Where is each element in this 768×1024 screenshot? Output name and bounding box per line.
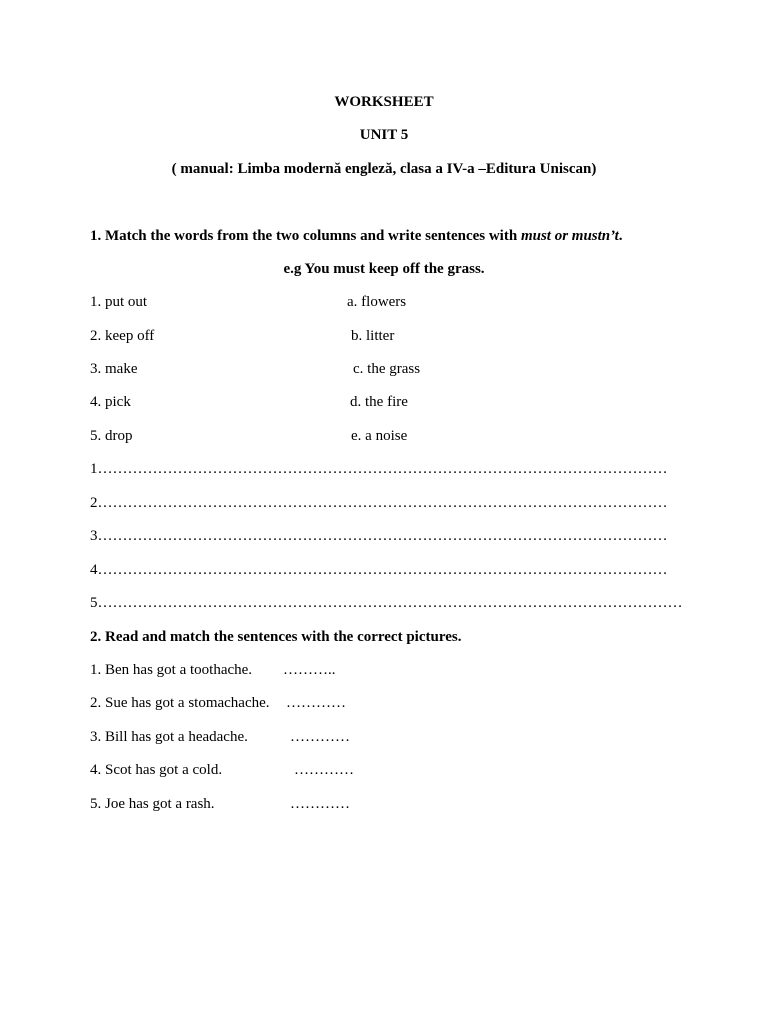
sentence-text: 1. Ben has got a toothache.	[90, 662, 253, 678]
left-column-item: 4. pick	[90, 394, 131, 410]
sentence-blank: …………	[290, 729, 350, 745]
left-column-item: 3. make	[90, 361, 138, 377]
sentence-text: 3. Bill has got a headache.	[90, 729, 248, 745]
worksheet-title: WORKSHEET	[334, 94, 434, 110]
manual-reference: ( manual: Limba modernă engleză, clasa a IV-a –Editura Uniscan)	[171, 161, 597, 177]
sentence-text: 2. Sue has got a stomachache.	[90, 695, 270, 711]
right-column-item: c. the grass	[353, 361, 421, 377]
exercise1-instruction-italic: must or mustn’t	[520, 228, 619, 244]
right-column-item: a. flowers	[347, 294, 407, 310]
sentence-blank: …………	[286, 695, 346, 711]
left-column-item: 2. keep off	[90, 328, 155, 344]
sentence-blank: ………..	[283, 662, 336, 678]
left-column-item: 1. put out	[90, 294, 148, 310]
answer-line: 3……………………………………………………………………………………………………	[90, 528, 668, 544]
exercise1-instruction	[90, 227, 623, 245]
left-column-item: 5. drop	[90, 428, 133, 444]
answer-line: 2……………………………………………………………………………………………………	[90, 495, 668, 511]
unit-title: UNIT 5	[359, 127, 409, 143]
exercise2-instruction: 2. Read and match the sentences with the correct pictures.	[90, 629, 462, 645]
answer-line: 4……………………………………………………………………………………………………	[90, 562, 668, 578]
answer-line: 1……………………………………………………………………………………………………	[90, 461, 668, 477]
exercise1-example: e.g You must keep off the grass.	[283, 261, 485, 277]
sentence-text: 4. Scot has got a cold.	[90, 762, 223, 778]
right-column-item: b. litter	[351, 328, 395, 344]
sentence-blank: …………	[290, 796, 350, 812]
exercise1-instruction-suffix: .	[618, 228, 623, 244]
answer-line: 5………………………………………………………………………………………………………	[90, 595, 683, 611]
right-column-item: e. a noise	[351, 428, 408, 444]
right-column-item: d. the fire	[350, 394, 408, 410]
sentence-text: 5. Joe has got a rash.	[90, 796, 215, 812]
exercise1-instruction-prefix: 1. Match the words from the two columns and write sentences with	[90, 228, 521, 244]
sentence-blank: …………	[294, 762, 354, 778]
